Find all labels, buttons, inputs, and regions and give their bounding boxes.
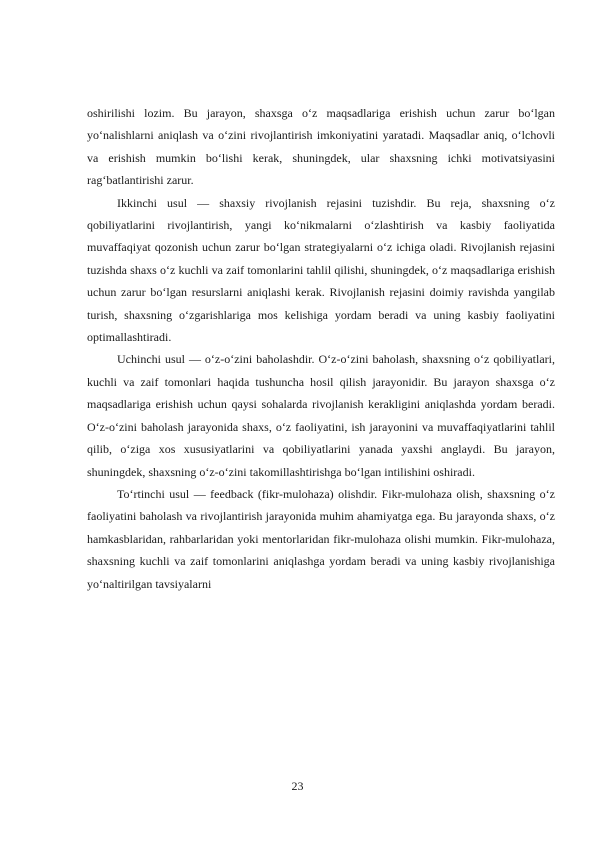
document-body [87, 102, 555, 595]
paragraph-2: Ikkinchi usul — shaxsiy rivojlanish rejasini tuzishdir. Bu reja, shaxsning o‘z qobiliyatlarini rivojlantirish, yangi ko‘nikmalarni o‘zlashtirish va kasbiy faoliyatida muvaffaqiyat qozonish uchun zarur bo‘lgan strategiyalarni o‘z ichiga oladi. Rivojlanish rejasini tuzishda shaxs o‘z kuchli va zaif tomonlarini tahlil qilishi, shuningdek, o‘z maqsadlariga erishish uchun zarur bo‘lgan resurslarni aniqlashi kerak. Rivojlanish rejasini doimiy ravishda yangilab turish, shaxsning o‘zgarishlariga mos kelishiga yordam beradi va uning kasbiy faoliyatini optimallashtiradi. [87, 195, 555, 345]
paragraph-3: Uchinchi usul — o‘z-o‘zini baholashdir. O‘z-o‘zini baholash, shaxsning o‘z qobiliyatlari, kuchli va zaif tomonlari haqida tushuncha hosil qilish jarayonidir. Bu jarayon shaxsga o‘z maqsadlariga erishish uchun qaysi sohalarda rivojlanish kerakligini aniqlashda yordam beradi. O‘z-o‘zini baholash jarayonida shaxs, o‘z faoliyatini, ish jarayonini va muvaffaqiyatlarini tahlil qilib, o‘ziga xos xususiyatlarini va qobiliyatlarini yanada yaxshi anglaydi. Bu jarayon, shuningdek, shaxsning o‘z-o‘zini takomillashtirishga bo‘lgan intilishini oshiradi. [87, 352, 555, 479]
page-number: 23 [291, 779, 304, 793]
paragraph-4: To‘rtinchi usul — feedback (fikr-mulohaza) olishdir. Fikr-mulohaza olish, shaxsning o‘z faoliyatini baholash va rivojlantirish jarayonida muhim ahamiyatga ega. Bu jarayonda shaxs, o‘z hamkasblaridan, rahbarlaridan yoki mentorlaridan fikr-mulohaza olishi mumkin. Fikr-mulohaza, shaxsning kuchli va zaif tomonlarini aniqlashga yordam beradi va uning kasbiy rivojlanishiga yo‘naltirilgan tavsiyalarni [87, 486, 555, 591]
paragraph-1: oshirilishi lozim. Bu jarayon, shaxsga o‘z maqsadlariga erishish uchun zarur bo‘lgan yo‘nalishlarni aniqlash va o‘zini rivojlantirish imkoniyatini yaratadi. Maqsadlar aniq, o‘lchovli va erishish mumkin bo‘lishi kerak, shuningdek, ular shaxsning ichki motivatsiyasini rag‘batlantirishi zarur. [87, 106, 555, 188]
